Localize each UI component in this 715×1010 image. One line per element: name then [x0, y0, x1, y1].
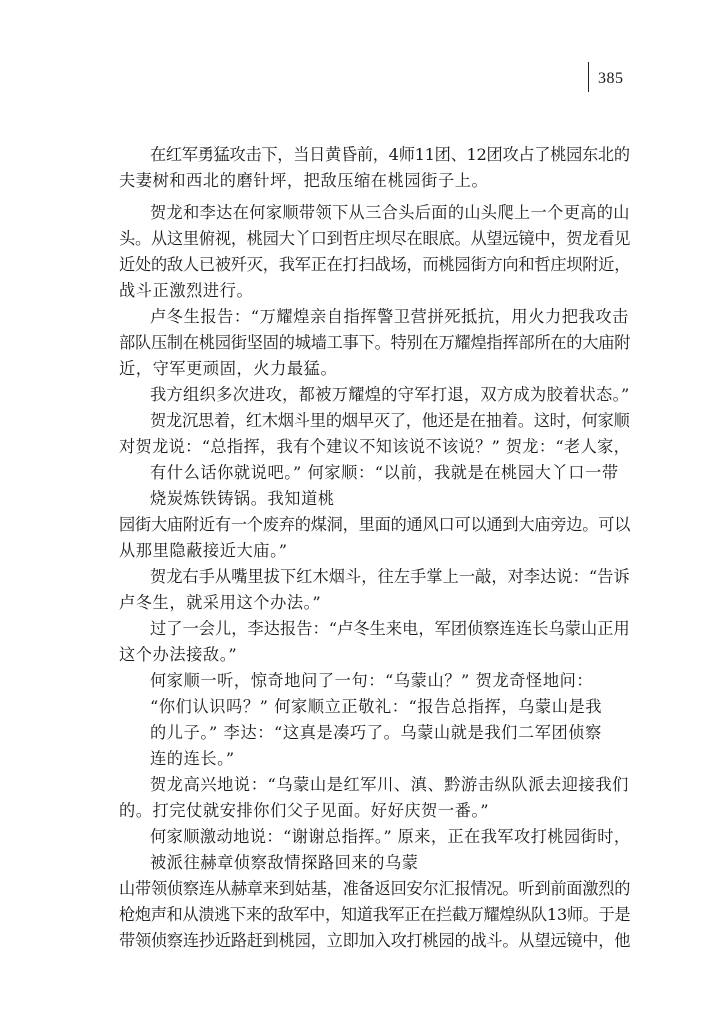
text-line: 枪炮声和从溃逃下来的敌军中，知道我军正在拦截万耀煌纵队13师。于是 — [119, 905, 631, 924]
text-line: 从那里隐蔽接近大庙。” — [119, 541, 288, 560]
text-line: 连的连长。” — [150, 749, 235, 768]
text-line: 贺龙高兴地说：“乌蒙山是红军川、滇、黔游击纵队派去迎接我们 — [150, 775, 629, 794]
text-line: 近处的敌人已被歼灭，我军正在打扫战场，而桃园街方向和哲庄坝附近， — [119, 255, 631, 274]
text-line: 何家顺一听，惊奇地问了一句：“乌蒙山？” 贺龙奇怪地问： — [150, 671, 594, 690]
text-line: 有什么话你就说吧。” 何家顺：“以前，我就是在桃园大丫口一带 — [150, 463, 619, 482]
text-line: 园街大庙附近有一个废弃的煤洞，里面的通风口可以通到大庙旁边。可以 — [119, 515, 631, 534]
text-line: 卢冬生报告：“万耀煌亲自指挥警卫营拼死抵抗，用火力把我攻击 — [150, 307, 629, 326]
text-line: 的儿子。” 李达：“这真是凑巧了。乌蒙山就是我们二军团侦察 — [150, 723, 602, 742]
text-line: 何家顺激动地说：“谢谢总指挥。” 原来，正在我军攻打桃园街时， — [150, 827, 631, 846]
text-line: 贺龙沉思着，红木烟斗里的烟早灭了，他还是在抽着。这时，何家顺 — [150, 411, 630, 430]
text-line: 烧炭炼铁铸锅。我知道桃 — [150, 489, 335, 508]
text-line: “你们认识吗？” 何家顺立正敬礼：“报告总指挥，乌蒙山是我 — [150, 697, 603, 716]
text-line: 卢冬生，就采用这个办法。” — [119, 593, 322, 612]
text-line: 在红军勇猛攻击下，当日黄昏前，4师11团、12团攻占了桃园东北的 — [150, 145, 630, 164]
text-line: 的。打完仗就安排你们父子见面。好好庆贺一番。” — [119, 801, 490, 820]
text-line: 过了一会儿，李达报告：“卢冬生来电，军团侦察连连长乌蒙山正用 — [150, 619, 630, 638]
text-line: 被派往赫章侦察敌情探路回来的乌蒙 — [150, 853, 419, 872]
text-line: 头。从这里俯视，桃园大丫口到哲庄坝尽在眼底。从望远镜中，贺龙看见 — [119, 229, 631, 248]
text-line: 对贺龙说：“总指挥，我有个建议不知该说不该说？” 贺龙：“老人家， — [119, 437, 631, 456]
text-line: 山带领侦察连从赫章来到姑基，准备返回安尔汇报情况。听到前面激烈的 — [119, 879, 631, 898]
text-line: 贺龙和李达在何家顺带领下从三合头后面的山头爬上一个更高的山 — [150, 203, 630, 222]
text-line: 带领侦察连抄近路赶到桃园，立即加入攻打桃园的战斗。从望远镜中，他 — [119, 931, 631, 950]
text-line: 战斗正激烈进行。 — [119, 281, 254, 300]
page-number: 385 — [598, 70, 624, 87]
text-line: 这个办法接敌。” — [119, 645, 238, 664]
header-rule — [588, 62, 589, 92]
text-line: 夫妻树和西北的磨针坪，把敌压缩在桃园街子上。 — [119, 171, 489, 190]
text-line: 我方组织多次进攻，都被万耀煌的守军打退，双方成为胶着状态。” — [150, 385, 630, 404]
text-line: 部队压制在桃园街坚固的城墙工事下。特别在万耀煌指挥部所在的大庙附 — [119, 333, 631, 352]
text-line: 近，守军更顽固，火力最猛。 — [119, 359, 338, 378]
text-line: 贺龙右手从嘴里拔下红木烟斗，往左手掌上一敲，对李达说：“告诉 — [150, 567, 630, 586]
